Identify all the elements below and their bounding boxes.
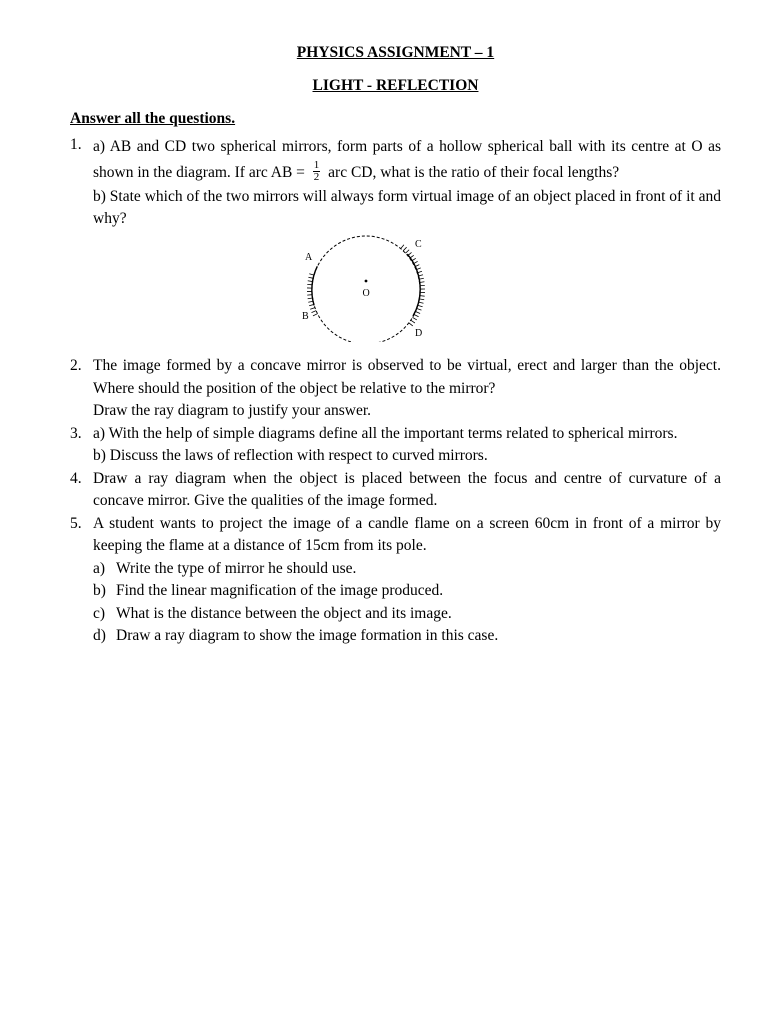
mirror-ab-hatch <box>310 307 315 309</box>
part-label: d) <box>93 627 106 644</box>
mirror-cd-hatch <box>405 249 409 252</box>
mirror-ab-hatch <box>313 313 317 315</box>
mirror-ab-hatch <box>311 310 316 312</box>
question-1 <box>70 134 721 356</box>
question-number: 4. <box>70 469 82 487</box>
question-number: 5. <box>70 514 82 532</box>
page-subtitle: LIGHT - REFLECTION <box>312 77 479 94</box>
part-text: Write the type of mirror he should use. <box>116 559 357 577</box>
question-3a: a) With the help of simple diagrams define all the important terms related to spherical mirrors. <box>93 424 678 442</box>
question-2 <box>70 355 721 423</box>
question-1a-text-start: a) AB and CD two spherical mirrors, form parts of a hollow spherical ball with its centre at O as shown in the diagram. If arc AB = <box>93 137 721 181</box>
mirror-cd-hatch <box>409 322 413 325</box>
mirror-cd-hatch <box>414 314 418 316</box>
label-d: D <box>415 327 423 339</box>
mirror-cd-hatch <box>420 295 425 296</box>
spherical-mirrors-diagram <box>297 234 437 342</box>
question-5-part <box>93 625 721 648</box>
question-5-text: A student wants to project the image of a candle flame on a screen 60cm in front of a mirror by keeping the flame at a distance of 15cm from its pole. <box>93 514 721 554</box>
part-label: a) <box>93 559 106 577</box>
instruction-text: Answer all the questions. <box>70 110 236 127</box>
page-title: PHYSICS ASSIGNMENT – 1 <box>296 44 495 61</box>
question-1b: b) State which of the two mirrors will always form virtual image of an object placed in front of it and why? <box>93 187 721 227</box>
question-1a <box>93 134 721 186</box>
question-5 <box>70 513 721 648</box>
mirror-ab-hatch <box>308 301 313 302</box>
question-number: 2. <box>70 357 82 374</box>
fraction-numerator: 1 <box>313 159 320 172</box>
question-3b: b) Discuss the laws of reflection with respect to curved mirrors. <box>93 447 488 464</box>
question-number: 3. <box>70 424 82 442</box>
mirror-cd-hatch <box>418 305 423 306</box>
fraction-denominator: 2 <box>313 171 320 184</box>
question-4 <box>70 468 721 513</box>
mirror-ab <box>312 266 317 305</box>
fraction-one-half <box>313 160 321 183</box>
mirror-cd-hatch <box>403 247 406 251</box>
label-o: O <box>362 287 370 299</box>
question-5-part <box>93 580 721 603</box>
mirror-cd-hatch <box>413 317 417 320</box>
mirror-cd-hatch <box>417 308 422 310</box>
mirror-cd-hatch <box>408 252 412 255</box>
centre-point <box>365 279 368 282</box>
question-5-part <box>93 603 721 626</box>
part-text: Draw a ray diagram to show the image formation in this case. <box>116 627 499 644</box>
part-label: c) <box>93 604 106 622</box>
part-text: What is the distance between the object and its image. <box>116 604 452 622</box>
question-number: 1. <box>70 135 82 153</box>
mirror-ab-hatch <box>309 304 314 305</box>
label-b: B <box>302 310 309 322</box>
question-2-instruction: Draw the ray diagram to justify your answer. <box>93 402 372 419</box>
mirror-cd-hatch <box>419 298 424 299</box>
question-3 <box>70 423 721 468</box>
question-1a-text-end: arc CD, what is the ratio of their focal lengths? <box>328 163 620 181</box>
question-5-part <box>93 558 721 581</box>
mirror-cd-hatch <box>416 311 421 313</box>
part-text: Find the linear magnification of the image produced. <box>116 582 444 599</box>
mirror-cd-hatch <box>401 244 404 248</box>
question-4-text: Draw a ray diagram when the object is placed between the focus and centre of curvature of a concave mirror. Give the qualities of the image formed. <box>93 469 721 509</box>
mirror-cd-hatch <box>419 302 424 303</box>
part-label: b) <box>93 582 106 599</box>
question-2-text: The image formed by a concave mirror is observed to be virtual, erect and larger than the object. Where should the position of the object be relative to the mirror? <box>93 357 721 397</box>
label-a: A <box>305 251 313 263</box>
assignment-page <box>70 42 721 648</box>
label-c: C <box>415 238 422 250</box>
mirror-cd-hatch <box>411 320 415 323</box>
